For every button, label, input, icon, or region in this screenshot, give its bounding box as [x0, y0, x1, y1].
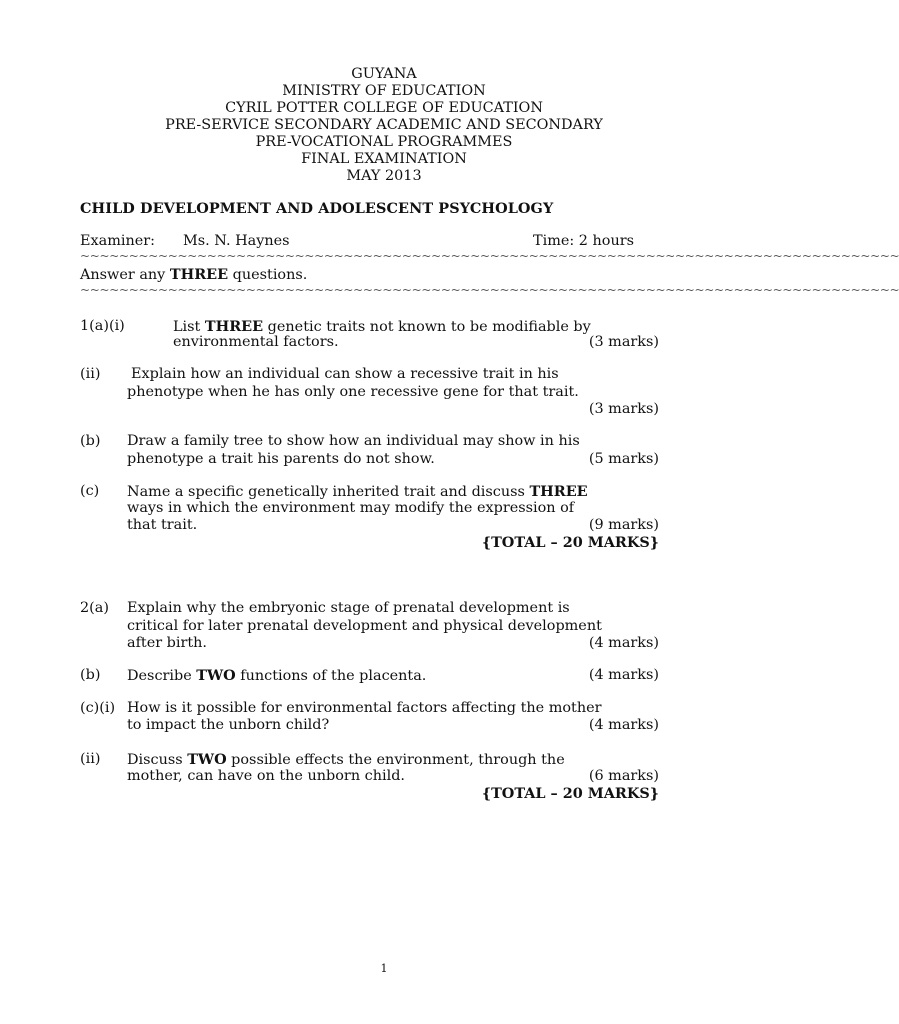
- marks-label: (3 marks): [588, 401, 659, 417]
- text-fragment: Name a specific genetically inherited trait and discuss: [127, 484, 530, 500]
- marks-label: (9 marks): [588, 517, 659, 533]
- question-text: after birth.: [127, 635, 207, 651]
- question-text: phenotype a trait his parents do not show.: [127, 451, 435, 467]
- question-number: (ii): [80, 751, 101, 767]
- text-fragment: functions of the placenta.: [235, 668, 427, 684]
- text-fragment: List: [173, 319, 205, 335]
- question-text: environmental factors.: [173, 334, 339, 350]
- exam-header: [0, 66, 768, 185]
- examiner-label: Examiner:: [80, 233, 155, 249]
- question-number: (b): [80, 667, 101, 683]
- question-total: {TOTAL – 20 MARKS}: [481, 534, 659, 551]
- header-line: CYRIL POTTER COLLEGE OF EDUCATION: [225, 100, 543, 116]
- question-text: critical for later prenatal development and physical development: [127, 618, 602, 634]
- marks-label: (4 marks): [588, 667, 659, 683]
- header-line: MINISTRY OF EDUCATION: [282, 83, 486, 99]
- text-fragment: genetic traits not known to be modifiable by: [263, 319, 591, 335]
- question-number: (c)(i): [80, 700, 116, 716]
- question-text: [127, 667, 426, 684]
- separator-line: ~~~~~~~~~~~~~~~~~~~~~~~~~~~~~~~~~~~~~~~~~~~~~~~~~~~~~~~~~~~~~~~~~~~~~~~~~~~~~~~~~~~~: [80, 283, 899, 297]
- question-number: (b): [80, 433, 101, 449]
- question-number: 2(a): [80, 600, 109, 616]
- marks-label: (4 marks): [588, 635, 659, 651]
- question-number: (ii): [80, 366, 101, 382]
- exam-duration: Time: 2 hours: [533, 233, 634, 249]
- question-text: to impact the unborn child?: [127, 717, 330, 733]
- examiner-name: Ms. N. Haynes: [183, 233, 290, 249]
- instructions: [80, 266, 307, 283]
- question-total: {TOTAL – 20 MARKS}: [481, 785, 659, 802]
- header-line: FINAL EXAMINATION: [301, 151, 467, 167]
- question-text: mother, can have on the unborn child.: [127, 768, 405, 784]
- text-emphasis: THREE: [529, 483, 588, 500]
- text-fragment: Describe: [127, 668, 197, 684]
- header-line: PRE-VOCATIONAL PROGRAMMES: [255, 134, 513, 150]
- text-emphasis: TWO: [196, 667, 236, 684]
- question-text: [173, 318, 591, 335]
- question-text: Explain how an individual can show a recessive trait in his: [131, 366, 559, 382]
- question-text: How is it possible for environmental factors affecting the mother: [127, 700, 602, 716]
- question-number: 1(a)(i): [80, 318, 125, 334]
- text-emphasis: THREE: [204, 318, 264, 335]
- instruction-bold: THREE: [169, 266, 229, 283]
- text-emphasis: TWO: [187, 751, 227, 768]
- question-text: [127, 751, 565, 768]
- question-text: ways in which the environment may modify the expression of: [127, 500, 575, 516]
- question-text: [127, 483, 588, 500]
- separator-line: ~~~~~~~~~~~~~~~~~~~~~~~~~~~~~~~~~~~~~~~~~~~~~~~~~~~~~~~~~~~~~~~~~~~~~~~~~~~~~~~~~~~~: [80, 249, 899, 263]
- marks-label: (5 marks): [588, 451, 659, 467]
- question-number: (c): [80, 483, 100, 499]
- text-fragment: Discuss: [127, 752, 188, 768]
- header-line: PRE-SERVICE SECONDARY ACADEMIC AND SECONDARY: [165, 117, 603, 133]
- question-text: Explain why the embryonic stage of prenatal development is: [127, 600, 570, 616]
- marks-label: (6 marks): [588, 768, 659, 784]
- page-number: 1: [380, 962, 388, 975]
- text-fragment: possible effects the environment, through the: [226, 752, 565, 768]
- marks-label: (4 marks): [588, 717, 659, 733]
- question-text: phenotype when he has only one recessive gene for that trait.: [127, 384, 579, 400]
- course-title: CHILD DEVELOPMENT AND ADOLESCENT PSYCHOLOGY: [80, 200, 554, 217]
- instruction-post: questions.: [228, 267, 308, 283]
- header-line: GUYANA: [351, 66, 417, 82]
- instruction-pre: Answer any: [80, 267, 170, 283]
- question-text: that trait.: [127, 517, 198, 533]
- marks-label: (3 marks): [588, 334, 659, 350]
- question-text: Draw a family tree to show how an individual may show in his: [127, 433, 580, 449]
- header-line: MAY 2013: [346, 168, 422, 184]
